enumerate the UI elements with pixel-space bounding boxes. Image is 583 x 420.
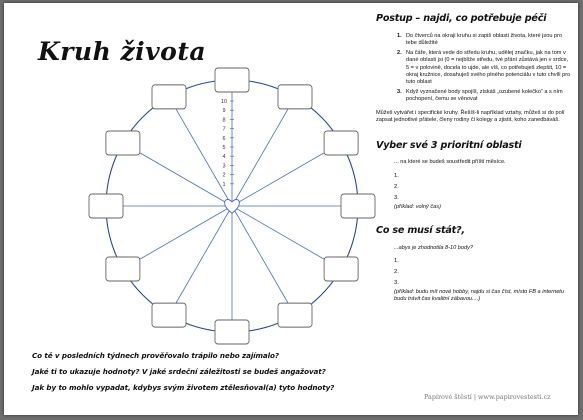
priorities-list — [394, 171, 572, 204]
priorities-prompt: ... na které se budeš soustředit příští měsíce. — [394, 159, 506, 166]
heart-icon — [225, 200, 240, 214]
page-title: Kruh života — [38, 37, 207, 66]
goal-line[interactable]: 3. — [394, 280, 399, 287]
scale-label: 1 — [222, 181, 226, 188]
goal-hint: (příklad: budu mít nové hobby, najdu si čas číst, místo FB a internetu budu trávit čas kvalitní zábavou....) — [394, 289, 564, 303]
wheel-spoke — [232, 206, 295, 315]
life-area-box — [215, 320, 249, 344]
procedure-steps — [376, 33, 572, 104]
scale-label: 8 — [222, 117, 226, 124]
step-text: Do čtverců na okraji kruhu si zapiš oblasti života, které jsou pro tebe důležité — [406, 33, 563, 47]
scale-label: 10 — [220, 99, 228, 105]
life-area-box — [324, 257, 358, 281]
life-area-box — [89, 194, 123, 218]
step-text: Když vyznačené body spojíš, získáš „ozubené kolečko“ a s ním pochopení, čemu se věnovat — [406, 88, 563, 103]
worksheet-page — [4, 3, 578, 415]
life-area-box — [278, 303, 312, 327]
scale-label: 5 — [222, 145, 226, 151]
goal-prompt: ...abys je zhodnotila 8-10 body? — [394, 244, 473, 251]
life-area-box — [106, 131, 140, 155]
scale-label: 4 — [222, 154, 226, 161]
step-text: Na čáře, která vede do středu kruhu, udělej značku, jak na tom v dané oblasti jsi (0 = nejblíže středu, tvé přání zůstává jen v srdce, 5 = v polovině, docela to ujde, ale víš, co potřebuješ zlepšit, 10 = okraj kružnice, dosahuješ svého plného potenciálu v tuto chvíli pro tuto oblast — [406, 49, 571, 86]
goal-line[interactable]: 1. — [394, 258, 399, 265]
scale-label: 7 — [222, 126, 226, 133]
priority-line[interactable]: 1. — [394, 172, 399, 179]
goal-line[interactable]: 2. — [394, 269, 399, 276]
wheel-spoke — [232, 97, 295, 206]
question-1: Co tě v posledních týdnech prověřovalo trápilo nebo zajímalo? — [32, 351, 279, 360]
scale-label: 3 — [222, 163, 226, 170]
life-area-box — [324, 131, 358, 155]
priority-line[interactable]: 2. — [394, 183, 399, 190]
procedure-heading: Postup – najdi, co potřebuje péči — [376, 13, 547, 24]
life-area-box — [152, 85, 186, 109]
procedure-step: 3. Když vyznačené body spojíš, získáš „ozubené kolečko“ a s ním pochopení, čemu se věnovat — [397, 88, 563, 103]
life-area-box — [278, 85, 312, 109]
scale-label: 6 — [222, 135, 226, 142]
life-area-box — [341, 194, 375, 218]
scale-label: 2 — [222, 172, 226, 179]
life-area-box — [215, 68, 249, 92]
footer: Papírové štěstí | www.papirovestesti.cz — [424, 393, 551, 401]
scale-label: 9 — [222, 108, 226, 115]
procedure-step: 1. Do čtverců na okraji kruhu si zapiš oblasti života, které jsou pro tebe důležité — [397, 33, 563, 47]
goal-list — [394, 256, 572, 289]
procedure-note: Můžeš vytvářet i specifické kruhy. Řešíš-li například vztahy, můžeš si do polí zapsat jednotlivé přátele, členy rodiny či kolegy a zjistit, koho zanedbáváš. — [376, 109, 565, 123]
priority-line[interactable]: 3. — [394, 194, 399, 201]
life-area-box — [152, 303, 186, 327]
priorities-heading: Vyber své 3 prioritní oblasti — [376, 140, 522, 152]
wheel-spoke — [169, 206, 232, 315]
priorities-hint: (příklad: volný čas) — [394, 203, 441, 210]
question-3: Jak by to mohlo vypadat, kdybys svým životem ztělesňoval(a) tyto hodnoty? — [32, 383, 335, 392]
goal-heading: Co se musí stát?, — [376, 224, 465, 236]
life-area-box — [106, 257, 140, 281]
instructions-column — [376, 13, 572, 304]
question-2: Jaké ti to ukazuje hodnoty? V jaké srdeční záležitosti se budeš angažovat? — [32, 367, 326, 376]
procedure-step: 2. Na čáře, která vede do středu kruhu, udělej značku, jak na tom v dané oblasti jsi (0 = nejblíže středu, tvé přání zůstává jen v srdce, 5 = v polovině, docela to ujde, ale víš, co potřebuješ zlepšit, 10 = okraj kružnice, dosahuješ svého plného potenciálu v tuto chvíli pro tuto oblast — [397, 49, 571, 86]
